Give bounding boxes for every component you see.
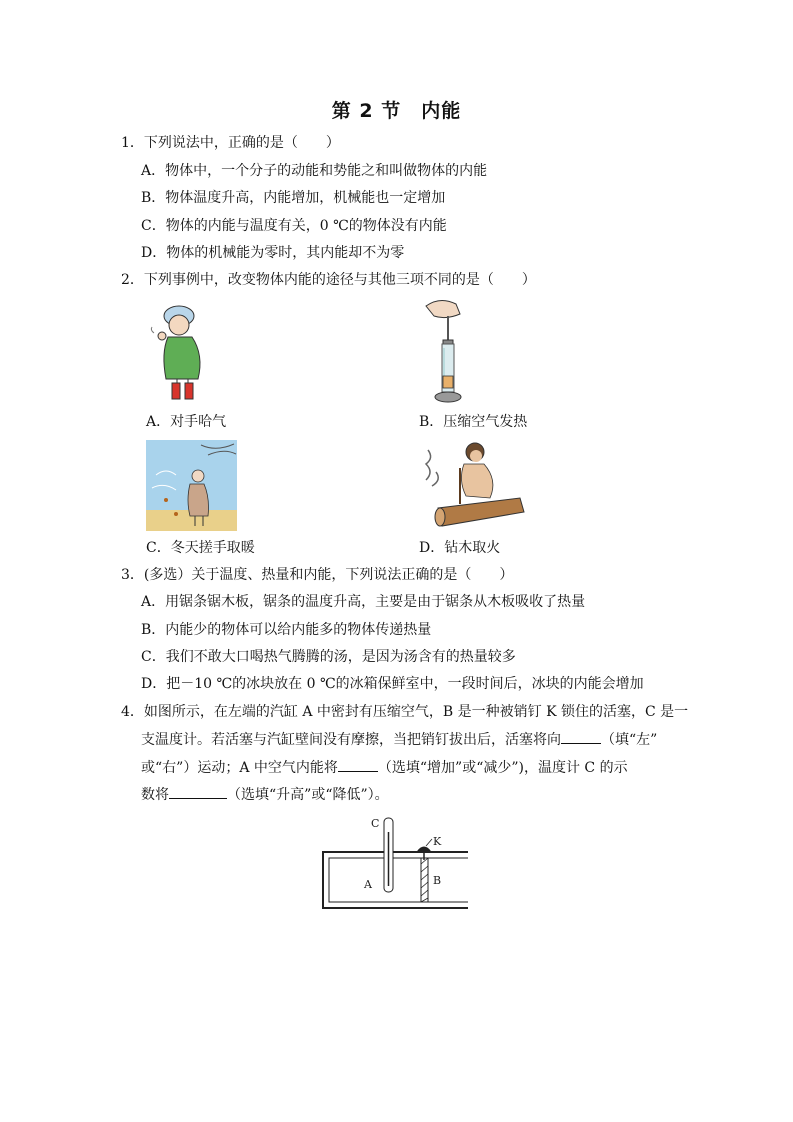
question-3-option-a: A．用锯条锯木板，锯条的温度升高，主要是由于锯条从木板吸收了热量 [141, 594, 586, 610]
figure-a-caption: A．对手哈气 [146, 414, 227, 430]
figure-c-caption: C．冬天搓手取暖 [146, 540, 255, 556]
figure-d-caption: D．钻木取火 [419, 540, 501, 556]
question-3-option-b: B．内能少的物体可以给内能多的物体传递热量 [141, 622, 432, 638]
question-3-stem: 3．(多选）关于温度、热量和内能，下列说法正确的是（ ） [121, 567, 514, 583]
question-4-line-4-text-a: 数将 [141, 787, 169, 803]
question-4-line-2-text-a: 支温度计。若活塞与汽缸壁间没有摩擦，当把销钉拔出后，活塞将向 [141, 732, 561, 748]
question-1-option-d: D．物体的机械能为零时，其内能却不为零 [141, 245, 405, 261]
figure-b-caption: B．压缩空气发热 [419, 414, 528, 430]
question-4-line-4 [141, 784, 389, 805]
question-4-line-4-text-b: （选填“升高”或“降低”）。 [227, 787, 389, 803]
question-1-option-b: B．物体温度升高，内能增加，机械能也一定增加 [141, 190, 446, 206]
answer-blank-temperature [169, 784, 227, 799]
figure-d-drilling-wood-fire [420, 440, 526, 530]
diagram-label-b: B [433, 874, 442, 887]
answer-blank-direction [561, 729, 601, 744]
question-4-line-3-text-a: 或“右”）运动；A 中空气内能将 [141, 760, 338, 776]
question-1-option-a: A．物体中，一个分子的动能和势能之和叫做物体的内能 [141, 163, 488, 179]
question-3-option-d: D．把－10 ℃的冰块放在 0 ℃的冰箱保鲜室中，一段时间后，冰块的内能会增加 [141, 676, 644, 692]
page-title: 第 2 节 内能 [331, 100, 462, 122]
figure-b-air-compression-tube [422, 298, 472, 405]
question-3-option-c: C．我们不敢大口喝热气腾腾的汤，是因为汤含有的热量较多 [141, 649, 516, 665]
figure-a-breathing-on-hands [146, 303, 216, 405]
question-1-option-c: C．物体的内能与温度有关，0 ℃的物体没有内能 [141, 218, 447, 234]
question-4-line-3-text-b: （选填“增加”或“减少”)，温度计 C 的示 [377, 760, 628, 776]
question-4-line-1: 4．如图所示，在左端的汽缸 A 中密封有压缩空气，B 是一种被销钉 K 锁住的活塞，C 是一 [121, 704, 689, 720]
question-2-stem: 2．下列事例中，改变物体内能的途径与其他三项不同的是（ ） [121, 272, 536, 288]
question-1-stem: 1．下列说法中，正确的是（ ） [121, 135, 340, 151]
diagram-label-c: C [371, 817, 380, 830]
diagram-label-a: A [364, 878, 372, 891]
cylinder-piston-diagram [318, 812, 474, 914]
question-4-line-3 [141, 757, 628, 778]
question-4-line-2 [141, 729, 657, 750]
diagram-label-k: K [433, 835, 442, 848]
question-4-line-2-text-b: （填“左” [601, 732, 658, 748]
answer-blank-internal-energy [338, 757, 378, 772]
figure-c-winter-rubbing-hands [146, 440, 237, 531]
